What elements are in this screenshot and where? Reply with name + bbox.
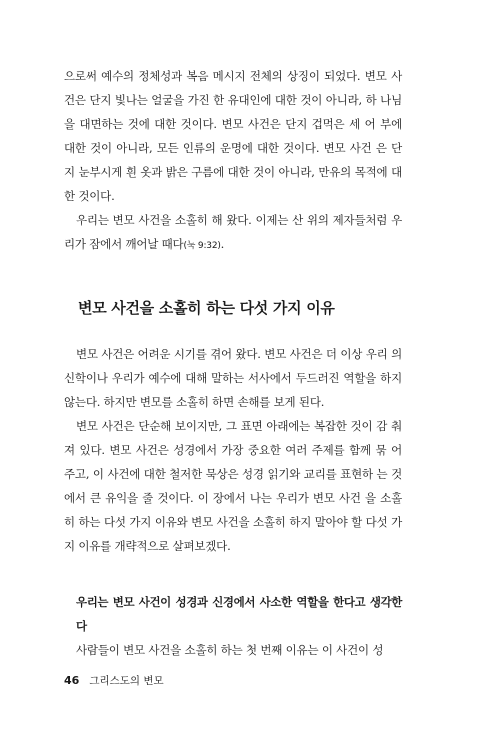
text-line: 는 것에서 큰 유익을 줄 것이다. 이 장에서 나는 우리가 변모 사건 [64, 467, 402, 505]
text-line: 변모 사건은 어려운 시기를 겪어 왔다. 변모 사건은 더 이상 우리 [76, 347, 388, 361]
text-line: 나님을 대면하는 것에 대한 것이다. 변모 사건은 단지 겁먹은 세 어 [64, 93, 402, 131]
text-line: 사건은 단지 빛나는 얼굴을 가진 한 유대인에 대한 것이 아니라, 하 [64, 69, 402, 107]
paragraph-wake-up [64, 208, 402, 258]
text-line: 어 주고, 이 사건에 대한 철저한 묵상은 성경 읽기와 교리를 표현하 [64, 443, 402, 481]
section-first-reason [64, 590, 402, 662]
running-title: 그리스도의 변모 [89, 675, 164, 687]
paragraph-first-reason [64, 638, 402, 662]
text-line: 우리가 잠에서 깨어날 때다 [64, 213, 402, 251]
section-opening-text [64, 64, 402, 258]
paragraph-hidden-complexity [64, 414, 402, 558]
scripture-reference: (눅 9:32) [183, 241, 221, 251]
text-line: 은 단지 눈부시게 흰 옷과 밝은 구름에 대한 것이 아니라, 만유의 [64, 141, 402, 179]
page-number: 46 [64, 674, 80, 687]
text-line: 변모 사건은 단순해 보이지만, 그 표면 아래에는 복잡한 것이 감 [76, 419, 388, 433]
paragraph-difficult-times [64, 342, 402, 414]
text-line: 부에 대한 것이 아니라, 모든 인류의 운명에 대한 것이다. 변모 사건 [64, 117, 402, 155]
paragraph-identity-symbol [64, 64, 402, 208]
page-footer [64, 673, 164, 688]
text-line: 목적에 대한 것이다. [64, 165, 402, 203]
text-line: 춰져 있다. 변모 사건은 성경에서 가장 중요한 여러 주제를 함께 묶 [64, 419, 402, 457]
subsection-heading: 우리는 변모 사건이 성경과 신경에서 사소한 역할을 한다고 생각한다 [76, 595, 402, 633]
text-line: 을 소홀히 하는 다섯 가지 이유와 변모 사건을 소홀히 하지 말아야 [64, 491, 402, 529]
text-line: 하지 않는다. 하지만 변모를 소홀히 하면 손해를 보게 된다. [64, 371, 402, 409]
text-line: 우리는 변모 사건을 소홀히 해 왔다. 이제는 산 위의 제자들처럼 [76, 213, 388, 227]
section-reasons-text [64, 342, 402, 558]
section-heading: 변모 사건을 소홀히 하는 다섯 가지 이유 [78, 299, 335, 317]
text-line: 사람들이 변모 사건을 소홀히 하는 첫 번째 이유는 이 사건이 성 [76, 643, 384, 657]
text-period: . [220, 237, 225, 251]
text-line: 의 신학이나 우리가 예수에 대해 말하는 서사에서 두드러진 역할을 [64, 347, 402, 385]
text-line: 으로써 예수의 정체성과 복음 메시지 전체의 상징이 되었다. 변모 [64, 69, 387, 83]
text-line: 할 다섯 가지 이유를 개략적으로 살펴보겠다. [64, 515, 402, 553]
